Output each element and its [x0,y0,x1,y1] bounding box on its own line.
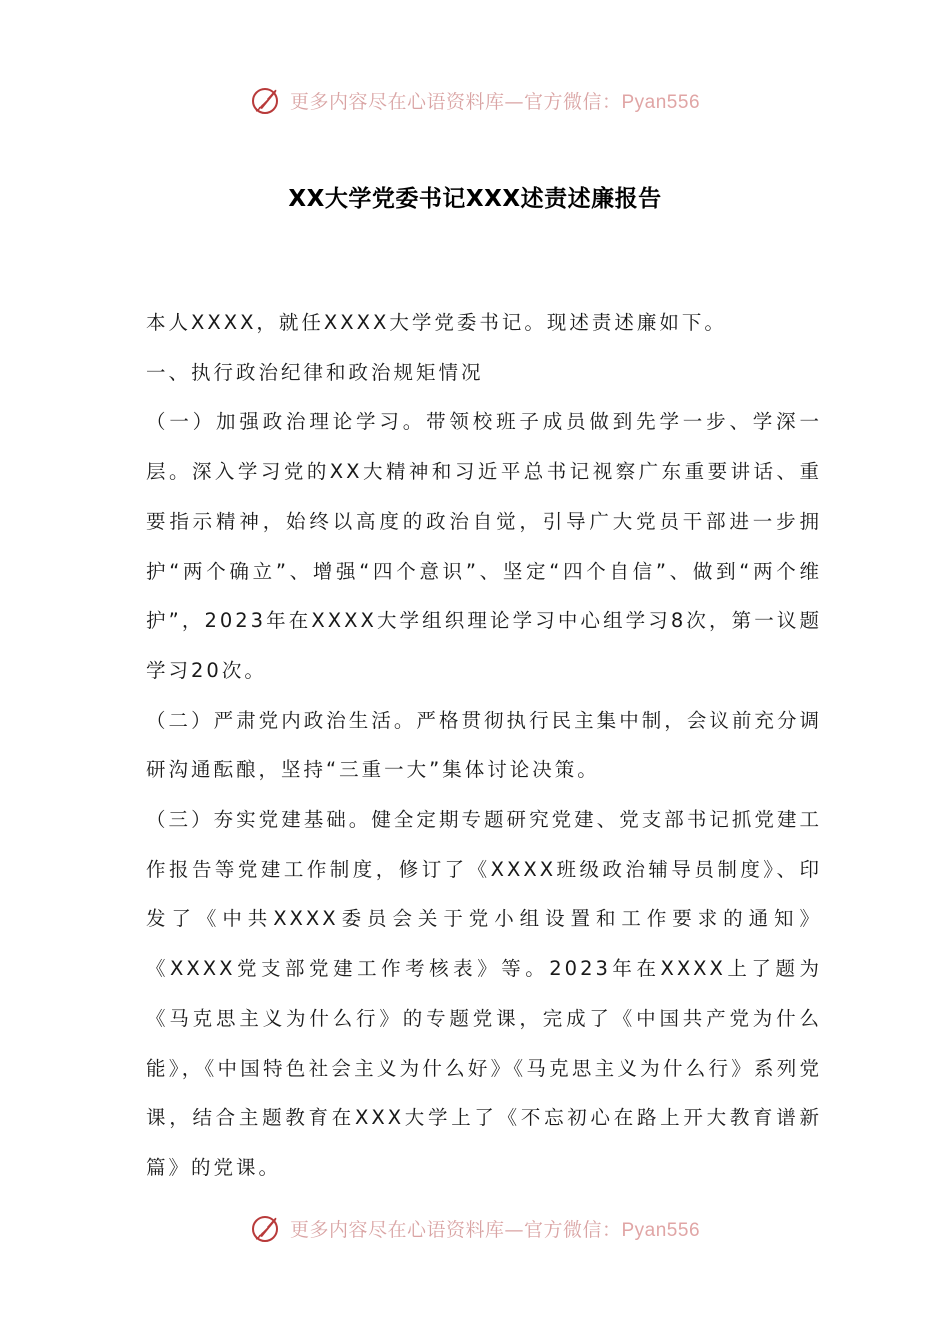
paragraph-intro: 本人XXXX，就任XXXX大学党委书记。现述责述廉如下。 [146,311,727,334]
footer-watermark [0,1212,950,1244]
paragraph-party-life: （二）严肃党内政治生活。严格贯彻执行民主集中制，会议前充分调研沟通酝酿，坚持“三重一大”集体讨论决策。 [146,708,822,782]
document-title: XX大学党委书记XXX述责述廉报告 [288,186,662,212]
quill-logo-icon [250,1212,282,1244]
quill-logo-icon [250,84,282,116]
document-body [146,298,822,1193]
paragraph-party-building: （三）夯实党建基础。健全定期专题研究党建、党支部书记抓党建工作报告等党建工作制度，修订了《XXXX班级政治辅导员制度》、印发了《中共XXXX委员会关于党小组设置和工作要求的通知》《XXXX党支部党建工作考核表》等。2023年在XXXX上了题为《马克思主义为什么行》的专题党课，完成了《中国共产党为什么能》，《中国特色社会主义为什么好》《马克思主义为什么行》系列党课，结合主题教育在XXX大学上了《不忘初心在路上开大教育谱新篇》的党课。 [146,808,822,1179]
section-heading-1: 一、执行政治纪律和政治规矩情况 [146,360,484,384]
watermark-text: 更多内容尽在心语资料库—官方微信：Pyan556 [289,90,701,113]
watermark-text: 更多内容尽在心语资料库—官方微信：Pyan556 [289,1218,701,1241]
header-watermark [0,84,950,116]
paragraph-theory-study: （一）加强政治理论学习。带领校班子成员做到先学一步、学深一层。深入学习党的XX大精神和习近平总书记视察广东重要讲话、重要指示精神，始终以高度的政治自觉，引导广大党员干部进一步拥护“两个确立”、增强“四个意识”、坚定“四个自信”、做到“两个维护”，2023年在XXXX大学组织理论学习中心组学习8次，第一议题学习20次。 [146,410,822,682]
